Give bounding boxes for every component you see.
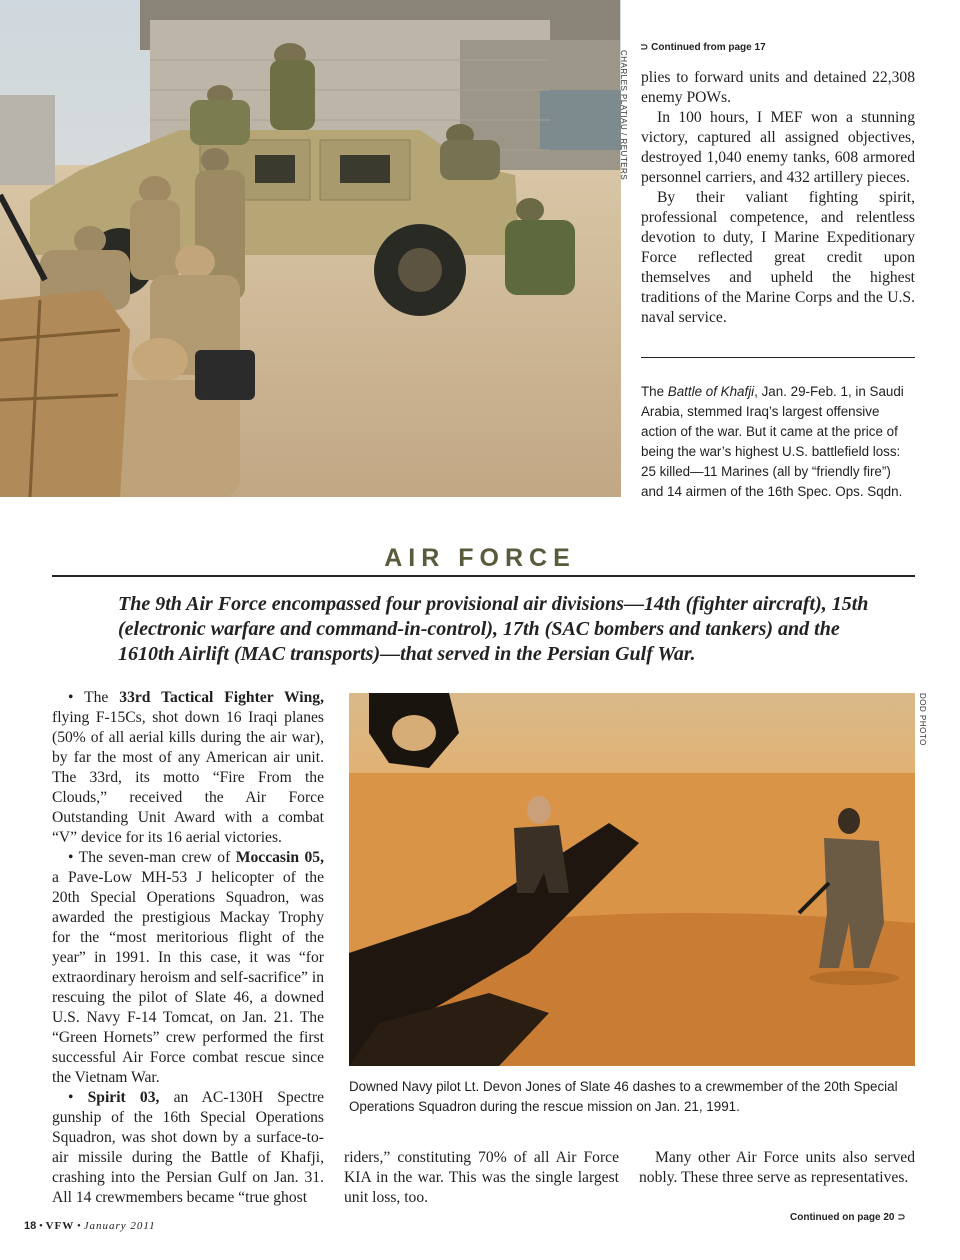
paragraph (52, 1088, 324, 1208)
page-number: 18 (24, 1220, 37, 1232)
continued-on-label (790, 1212, 906, 1223)
page-footer (24, 1220, 156, 1232)
text-run: an AC-130H Spectre gunship of the 16th Special Operations Squadron, was shot down by a surface-to-air missile during the Battle of Khafji, crashing into the Persian Gulf on Jan. 31. All 14 crewmembers became “true ghost (52, 1089, 325, 1206)
section-deck: The 9th Air Force encompassed four provisional air divisions—14th (fighter aircraft), 15th (electronic warfare and command-in-control), 17th (SAC bombers and tankers) and the 1610th Airlift (MAC transports)—that served in the Persian Gulf War. (118, 593, 869, 665)
bold-run: Spirit 03, (87, 1089, 160, 1106)
paragraph (52, 688, 324, 848)
caption-run: The (641, 384, 668, 399)
caption-run: , Jan. 29-Feb. 1, in Saudi Arabia, stemmed Iraq’s largest offensive action of the war. But it came at the price of being the war’s highest U.S. battlefield loss: 25 killed—11 Marines (all by “friendly fire”) and 14 airmen of the 16th Spec. Ops. Sqdn. (641, 384, 904, 499)
khafji-photo-caption (641, 382, 915, 502)
continued-on-text: Continued on page 20 (790, 1212, 895, 1223)
footer-separator: • (39, 1220, 46, 1232)
khafji-photo-credit: CHARLES PLATIAU / REUTERS (619, 50, 628, 181)
bold-run: Moccasin 05, (235, 849, 324, 866)
section-title: AIR FORCE (384, 544, 576, 572)
section-divider (52, 575, 915, 577)
text-run: • (68, 1089, 88, 1106)
paragraph: riders,” constituting 70% of all Air Force KIA in the war. This was the single largest unit loss, too. (344, 1149, 619, 1206)
continued-from-label (640, 42, 766, 53)
caption-run: Battle of Khafji (667, 384, 755, 399)
bold-run: 33rd Tactical Fighter Wing, (119, 689, 324, 706)
issue-date: January 2011 (83, 1220, 156, 1232)
left-column (52, 688, 324, 1208)
rescue-photo-credit: DOD PHOTO (918, 693, 927, 746)
rescue-photo (349, 693, 915, 1066)
paragraph: Many other Air Force units also served nobly. These three serve as representatives. (639, 1149, 915, 1186)
top-right-column (641, 68, 915, 328)
right-column (639, 1148, 915, 1188)
khafji-photo (0, 0, 621, 497)
paragraph: In 100 hours, I MEF won a stunning victory, captured all assigned objectives, destroyed 1,040 enemy tanks, 608 armored personnel carriers, and 432 artillery pieces. (641, 109, 915, 186)
footer-separator: • (77, 1220, 84, 1232)
text-run: flying F-15Cs, shot down 16 Iraqi planes (50% of all aerial kills during the air war), by far the most of any American air unit. The 33rd, its motto “Fire From the Clouds,” received the Air Force Outstanding Unit Award with a combat “V” device for its 16 aerial victories. (52, 709, 324, 846)
magazine-name: VFW (45, 1220, 75, 1232)
text-run: • The (68, 689, 120, 706)
paragraph: By their valiant fighting spirit, professional competence, and relentless devotion to duty, I Marine Expeditionary Force reflected great credit upon themselves and upheld the highest traditions of the Marine Corps and the U.S. naval service. (641, 189, 915, 326)
paragraph (52, 848, 324, 1088)
paragraph: plies to forward units and detained 22,308 enemy POWs. (641, 69, 915, 106)
text-run: • The seven-man crew of (68, 849, 236, 866)
rescue-photo-caption: Downed Navy pilot Lt. Devon Jones of Slate 46 dashes to a crewmember of the 20th Special Operations Squadron during the rescue mission on Jan. 21, 1991. (349, 1079, 898, 1114)
text-run: a Pave-Low MH-53 J helicopter of the 20th Special Operations Squadron, was awarded the prestigious Mackay Trophy for the “most meritorious flight of the year” in 1991. In this case, it was “for extraordinary heroism and self-sacrifice” in rescuing the pilot of Slate 46, a downed U.S. Navy F-14 Tomcat, on Jan. 21. The “Green Hornets” crew performed the first successful Air Force combat rescue since the Vietnam War. (52, 869, 324, 1086)
continued-arrow-icon: ⊃ (897, 1212, 906, 1223)
caption-divider (641, 357, 915, 358)
continued-arrow-icon: ⊃ (640, 42, 649, 53)
middle-column (344, 1148, 619, 1208)
continued-from-text: Continued from page 17 (651, 42, 766, 53)
